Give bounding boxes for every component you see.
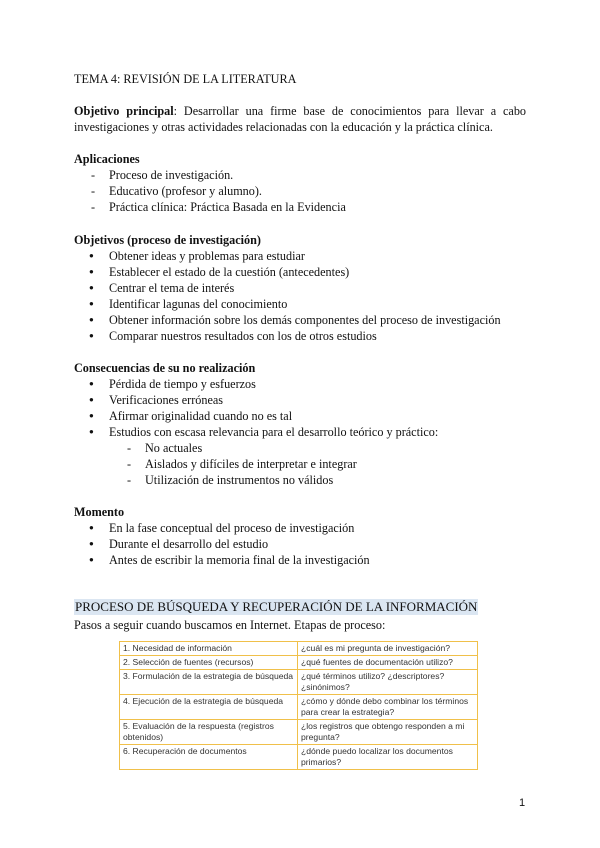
objective-label: Objetivo principal — [74, 104, 174, 118]
question-cell: ¿qué fuentes de documentación utilizo? — [298, 656, 478, 670]
momento-heading: Momento — [74, 505, 125, 519]
question-cell: ¿cuál es mi pregunta de investigación? — [298, 642, 478, 656]
aplicaciones-section — [74, 151, 526, 215]
question-cell: ¿cómo y dónde debo combinar los términos para crear la estrategia? — [298, 695, 478, 720]
objective-text: : Desarrollar una firme base de conocimientos para llevar a cabo investigaciones y otras actividades relacionadas con la educación y la práctica clínica. — [74, 104, 527, 134]
list-item: ● Comparar nuestros resultados con los de otros estudios — [74, 328, 526, 344]
step-cell: 5. Evaluación de la respuesta (registros obtenidos) — [120, 720, 298, 745]
objetivos-list — [74, 248, 526, 344]
sub-list-item: - No actuales — [74, 440, 526, 456]
objetivos-heading: Objetivos (proceso de investigación) — [74, 233, 261, 247]
step-cell: 6. Recuperación de documentos — [120, 745, 298, 770]
list-item: - Educativo (profesor y alumno). — [74, 183, 526, 199]
objetivos-section — [74, 232, 526, 344]
momento-list — [74, 520, 526, 568]
objective-paragraph — [74, 103, 526, 135]
question-cell: ¿dónde puedo localizar los documentos primarios? — [298, 745, 478, 770]
list-item: ● Durante el desarrollo del estudio — [74, 536, 526, 552]
list-item: ● Estudios con escasa relevancia para el desarrollo teórico y práctico: — [74, 424, 526, 440]
list-item: ● Centrar el tema de interés — [74, 280, 526, 296]
list-item: ● Establecer el estado de la cuestión (antecedentes) — [74, 264, 526, 280]
table-row — [120, 656, 478, 670]
search-steps-table — [119, 641, 478, 770]
list-item: ● En la fase conceptual del proceso de investigación — [74, 520, 526, 536]
step-cell: 2. Selección de fuentes (recursos) — [120, 656, 298, 670]
page-number: 1 — [519, 797, 526, 809]
table-row — [120, 745, 478, 770]
section-intro: Pasos a seguir cuando buscamos en Internet. Etapas de proceso: — [74, 618, 386, 632]
consecuencias-sublist — [74, 440, 526, 488]
page-title: TEMA 4: REVISIÓN DE LA LITERATURA — [74, 72, 297, 86]
table-row — [120, 695, 478, 720]
sub-list-item: - Utilización de instrumentos no válidos — [74, 472, 526, 488]
list-item: ● Obtener información sobre los demás componentes del proceso de investigación — [74, 312, 526, 328]
aplicaciones-list — [74, 167, 526, 215]
consecuencias-section — [74, 360, 526, 488]
consecuencias-list — [74, 376, 526, 440]
list-item: ● Antes de escribir la memoria final de la investigación — [74, 552, 526, 568]
aplicaciones-heading: Aplicaciones — [74, 152, 140, 166]
sub-list-item: - Aislados y difíciles de interpretar e integrar — [74, 456, 526, 472]
list-item: - Práctica clínica: Práctica Basada en la Evidencia — [74, 199, 526, 215]
step-cell: 4. Ejecución de la estrategia de búsqueda — [120, 695, 298, 720]
table-row — [120, 720, 478, 745]
list-item: ● Identificar lagunas del conocimiento — [74, 296, 526, 312]
momento-section — [74, 504, 526, 568]
table-row — [120, 670, 478, 695]
list-item: ● Verificaciones erróneas — [74, 392, 526, 408]
step-cell: 1. Necesidad de información — [120, 642, 298, 656]
section-heading: PROCESO DE BÚSQUEDA Y RECUPERACIÓN DE LA INFORMACIÓN — [75, 599, 478, 614]
list-item: ● Afirmar originalidad cuando no es tal — [74, 408, 526, 424]
step-cell: 3. Formulación de la estrategia de búsqueda — [120, 670, 298, 695]
consecuencias-heading: Consecuencias de su no realización — [74, 361, 256, 375]
question-cell: ¿qué términos utilizo? ¿descriptores?¿sinónimos? — [298, 670, 478, 695]
list-item: ● Pérdida de tiempo y esfuerzos — [74, 376, 526, 392]
table-row — [120, 642, 478, 656]
list-item: ● Obtener ideas y problemas para estudiar — [74, 248, 526, 264]
list-item: - Proceso de investigación. — [74, 167, 526, 183]
question-cell: ¿los registros que obtengo responden a mi pregunta? — [298, 720, 478, 745]
